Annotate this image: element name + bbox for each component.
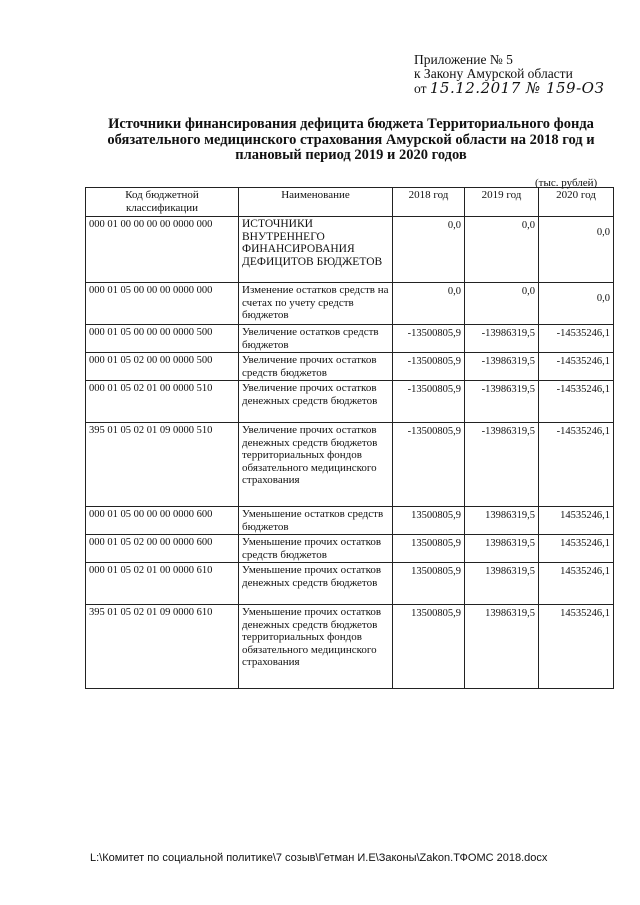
- row-name: Уменьшение остатков средств бюджетов: [239, 507, 393, 535]
- row-value-2020: 0,0: [539, 217, 614, 283]
- row-value-2018: 0,0: [393, 283, 465, 325]
- appendix-number: Приложение № 5: [414, 52, 513, 67]
- row-name: Увеличение прочих остатков денежных средств бюджетов: [239, 381, 393, 423]
- row-value-2019: 13986319,5: [465, 535, 539, 563]
- table-row: [86, 325, 614, 353]
- row-value-2018: 13500805,9: [393, 507, 465, 535]
- header-2020: 2020 год: [539, 188, 614, 217]
- row-value-2020: 14535246,1: [539, 563, 614, 605]
- table-row: [86, 217, 614, 283]
- table-header-row: [86, 188, 614, 217]
- row-code: 000 01 00 00 00 00 0000 000: [86, 217, 239, 283]
- header-code: Код бюджетной классификации: [86, 188, 239, 217]
- row-value-2018: -13500805,9: [393, 353, 465, 381]
- table-row: [86, 605, 614, 689]
- row-name: Уменьшение прочих остатков средств бюджетов: [239, 535, 393, 563]
- header-2019: 2019 год: [465, 188, 539, 217]
- row-code: 000 01 05 00 00 00 0000 000: [86, 283, 239, 325]
- table-row: [86, 423, 614, 507]
- row-name: Увеличение прочих остатков средств бюджетов: [239, 353, 393, 381]
- row-value-2018: 13500805,9: [393, 605, 465, 689]
- row-value-2020: -14535246,1: [539, 423, 614, 507]
- row-value-2019: -13986319,5: [465, 325, 539, 353]
- row-code: 395 01 05 02 01 09 0000 610: [86, 605, 239, 689]
- row-name: Изменение остатков средств на счетах по учету средств бюджетов: [239, 283, 393, 325]
- row-value-2019: 13986319,5: [465, 563, 539, 605]
- row-name: Увеличение остатков средств бюджетов: [239, 325, 393, 353]
- appendix-note: [414, 53, 604, 96]
- row-name: Уменьшение прочих остатков денежных средств бюджетов: [239, 563, 393, 605]
- row-value-2019: -13986319,5: [465, 381, 539, 423]
- table-row: [86, 381, 614, 423]
- row-value-2019: 13986319,5: [465, 507, 539, 535]
- appendix-law: к Закону Амурской области: [414, 66, 573, 81]
- row-value-2018: -13500805,9: [393, 381, 465, 423]
- row-value-2019: -13986319,5: [465, 353, 539, 381]
- row-value-2018: 0,0: [393, 217, 465, 283]
- row-code: 000 01 05 00 00 00 0000 500: [86, 325, 239, 353]
- row-value-2018: -13500805,9: [393, 423, 465, 507]
- row-value-2020: 14535246,1: [539, 535, 614, 563]
- row-code: 000 01 05 02 00 00 0000 600: [86, 535, 239, 563]
- appendix-date-prefix: от: [414, 81, 427, 96]
- row-value-2018: 13500805,9: [393, 535, 465, 563]
- budget-table: [85, 187, 614, 689]
- header-2018: 2018 год: [393, 188, 465, 217]
- row-value-2020: -14535246,1: [539, 353, 614, 381]
- row-value-2019: 0,0: [465, 217, 539, 283]
- row-value-2020: -14535246,1: [539, 381, 614, 423]
- row-code: 395 01 05 02 01 09 0000 510: [86, 423, 239, 507]
- row-value-2020: 0,0: [539, 283, 614, 325]
- file-path-footer: L:\Комитет по социальной политике\7 созыв\Гетман И.Е\Законы\Zakon.ТФОМС 2018.docx: [90, 852, 548, 864]
- table-row: [86, 507, 614, 535]
- handwritten-date: 15.12.2017 № 159-ОЗ: [429, 79, 605, 97]
- document-title: Источники финансирования дефицита бюджета Территориального фонда обязательного медицинского страхования Амурской области на 2018 год и плановый период 2019 и 2020 годов: [107, 116, 595, 163]
- row-value-2019: 0,0: [465, 283, 539, 325]
- table-row: [86, 283, 614, 325]
- row-name: Увеличение прочих остатков денежных средств бюджетов территориальных фондов обязательного медицинского страхования: [239, 423, 393, 507]
- table-row: [86, 563, 614, 605]
- row-code: 000 01 05 00 00 00 0000 600: [86, 507, 239, 535]
- row-name: ИСТОЧНИКИ ВНУТРЕННЕГО ФИНАНСИРОВАНИЯ ДЕФИЦИТОВ БЮДЖЕТОВ: [239, 217, 393, 283]
- row-value-2018: 13500805,9: [393, 563, 465, 605]
- units-label: (тыс. рублей): [535, 177, 598, 189]
- row-value-2019: 13986319,5: [465, 605, 539, 689]
- row-name: Уменьшение прочих остатков денежных средств бюджетов территориальных фондов обязательного медицинского страхования: [239, 605, 393, 689]
- header-name: Наименование: [239, 188, 393, 217]
- row-code: 000 01 05 02 00 00 0000 500: [86, 353, 239, 381]
- row-code: 000 01 05 02 01 00 0000 610: [86, 563, 239, 605]
- row-value-2020: 14535246,1: [539, 507, 614, 535]
- table-row: [86, 353, 614, 381]
- appendix-date-line: [414, 81, 604, 96]
- row-value-2019: -13986319,5: [465, 423, 539, 507]
- row-code: 000 01 05 02 01 00 0000 510: [86, 381, 239, 423]
- row-value-2018: -13500805,9: [393, 325, 465, 353]
- row-value-2020: 14535246,1: [539, 605, 614, 689]
- table-row: [86, 535, 614, 563]
- row-value-2020: -14535246,1: [539, 325, 614, 353]
